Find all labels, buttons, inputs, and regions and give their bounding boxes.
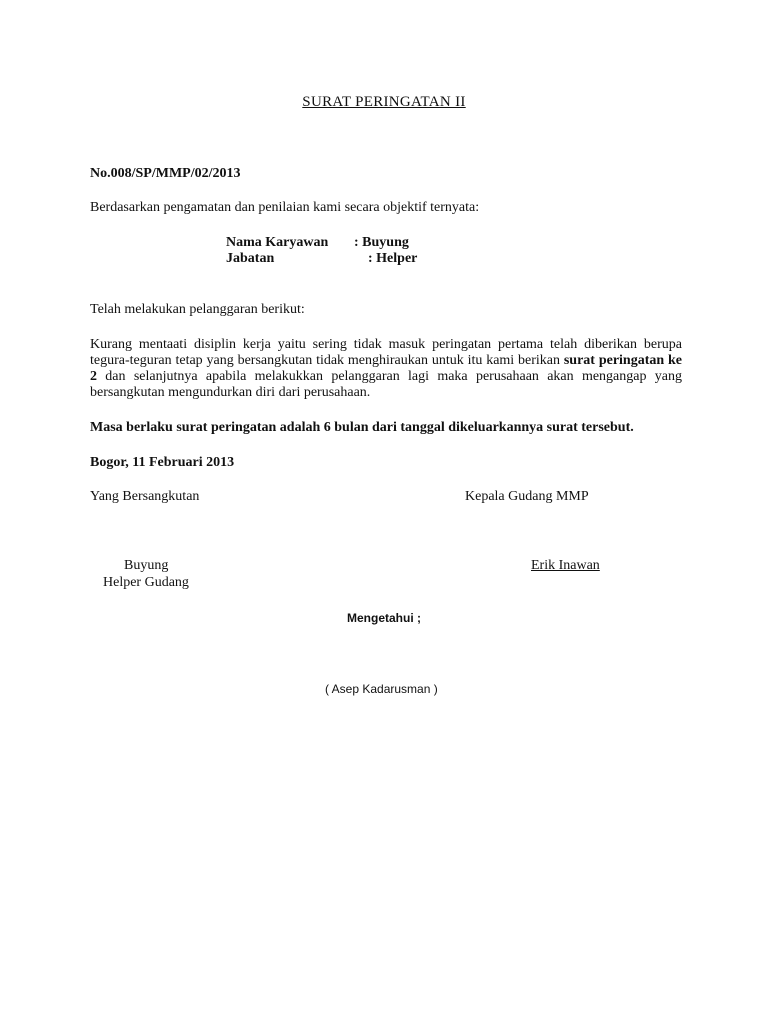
place-date: Bogor, 11 Februari 2013: [90, 455, 235, 470]
acknowledge-label: Mengetahui ;: [347, 611, 421, 625]
letter-title: SURAT PERINGATAN II: [302, 94, 466, 110]
employee-name-label: Nama Karyawan: [226, 235, 329, 250]
signatory-right-name: Erik Inawan: [531, 558, 600, 573]
signatory-right-heading: Kepala Gudang MMP: [465, 489, 589, 504]
validity-statement: Masa berlaku surat peringatan adalah 6 bulan dari tanggal dikeluarkannya surat tersebut.: [90, 420, 634, 435]
warning-level-text: surat peringatan ke 2: [90, 353, 682, 384]
employee-position-label: Jabatan: [226, 251, 275, 266]
signatory-left-heading: Yang Bersangkutan: [90, 489, 200, 504]
signatory-left-role: Helper Gudang: [103, 575, 189, 590]
employee-name-value: : Buyung: [354, 235, 409, 250]
violation-text-part2: dan selanjutnya apabila melakukkan pelanggaran lagi maka perusahaan akan mengangap yang bersangkutan mengundurkan diri dari perusahaan.: [90, 369, 682, 400]
intro-text: Berdasarkan pengamatan dan penilaian kami secara objektif ternyata:: [90, 200, 480, 215]
violation-intro: Telah melakukan pelanggaran berikut:: [90, 302, 305, 317]
letter-number: No.008/SP/MMP/02/2013: [90, 166, 241, 181]
acknowledger-name: ( Asep Kadarusman ): [325, 682, 438, 696]
violation-paragraph: [90, 337, 682, 401]
signatory-left-name: Buyung: [124, 558, 169, 573]
violation-text-part1: Kurang mentaati disiplin kerja yaitu sering tidak masuk peringatan pertama telah diberikan berupa tegura-teguran tetap yang bersangkutan tidak menghiraukan untuk itu kami berikan: [90, 337, 682, 368]
employee-position-value: : Helper: [368, 251, 418, 266]
